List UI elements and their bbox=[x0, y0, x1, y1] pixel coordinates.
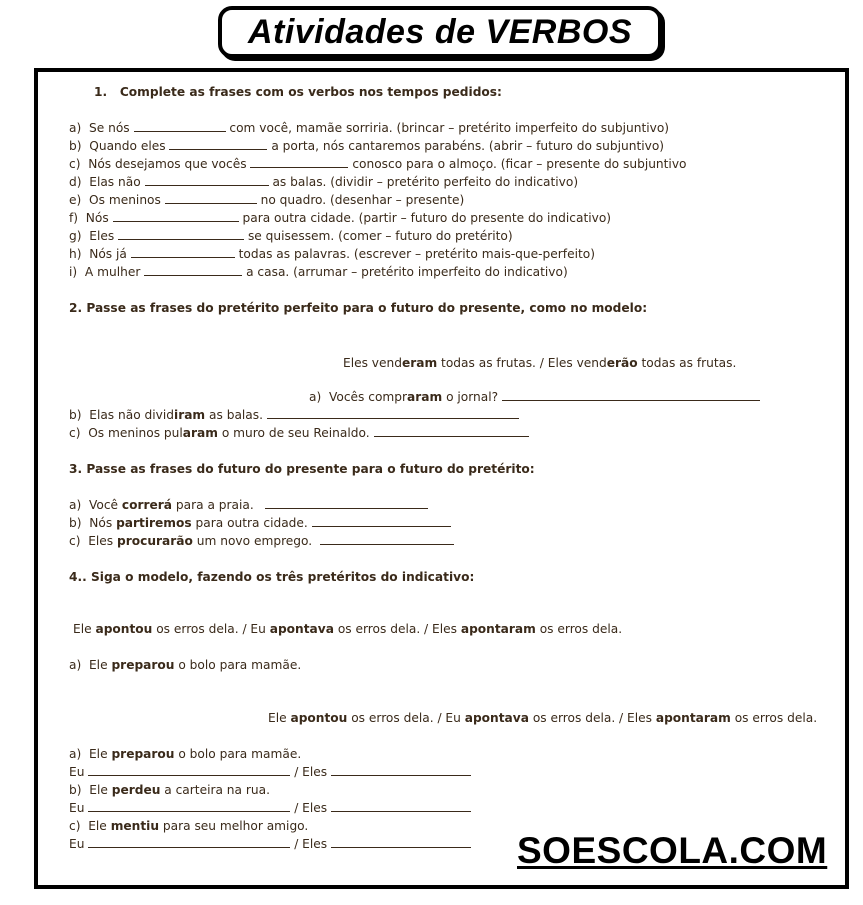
answer-blank[interactable] bbox=[331, 800, 471, 812]
answer-blank[interactable] bbox=[113, 210, 239, 222]
q2-model: Eles venderam todas as frutas. / Eles venderão todas as frutas. bbox=[343, 356, 737, 370]
answer-blank[interactable] bbox=[331, 836, 471, 848]
answer-blank[interactable] bbox=[265, 497, 428, 509]
q4-item-c: c) Ele mentiu para seu melhor amigo. bbox=[69, 819, 309, 833]
q1-item-c: c) Nós desejamos que vocês conosco para o almoço. (ficar – presente do subjuntivo bbox=[69, 157, 687, 171]
answer-blank[interactable] bbox=[88, 764, 290, 776]
q4-item-a: a) Ele preparou o bolo para mamãe. bbox=[69, 747, 302, 761]
q4-answer-b: Eu / Eles bbox=[69, 800, 471, 816]
answer-blank[interactable] bbox=[144, 264, 242, 276]
q2-heading: 2. Passe as frases do pretérito perfeito para o futuro do presente, como no modelo: bbox=[69, 301, 648, 315]
page-title: Atividades de VERBOS bbox=[247, 12, 633, 51]
q1-item-a: a) Se nós com você, mamãe sorriria. (brincar – pretérito imperfeito do subjuntivo) bbox=[69, 121, 670, 135]
q1-item-h: h) Nós já todas as palavras. (escrever – pretérito mais-que-perfeito) bbox=[69, 247, 595, 261]
q3-item-a: a) Você correrá para a praia. bbox=[69, 497, 428, 513]
answer-blank[interactable] bbox=[502, 389, 760, 401]
q4-heading: 4.. Siga o modelo, fazendo os três pretéritos do indicativo: bbox=[69, 570, 475, 584]
q3-heading: 3. Passe as frases do futuro do presente para o futuro do pretérito: bbox=[69, 462, 535, 476]
answer-blank[interactable] bbox=[374, 425, 529, 437]
q1-item-f: f) Nós para outra cidade. (partir – futuro do presente do indicativo) bbox=[69, 211, 612, 225]
q2-item-c: c) Os meninos pularam o muro de seu Reinaldo. bbox=[69, 425, 529, 441]
answer-blank[interactable] bbox=[88, 800, 290, 812]
brand-watermark: SOESCOLA.COM bbox=[517, 830, 828, 871]
q4-item-b: b) Ele perdeu a carteira na rua. bbox=[69, 783, 270, 797]
answer-blank[interactable] bbox=[169, 138, 267, 150]
answer-blank[interactable] bbox=[312, 515, 451, 527]
answer-blank[interactable] bbox=[165, 192, 257, 204]
answer-blank[interactable] bbox=[320, 533, 454, 545]
answer-blank[interactable] bbox=[145, 174, 269, 186]
q1-item-b: b) Quando eles a porta, nós cantaremos parabéns. (abrir – futuro do subjuntivo) bbox=[69, 139, 665, 153]
q1-item-g: g) Eles se quisessem. (comer – futuro do pretérito) bbox=[69, 229, 513, 243]
q1-heading: 1. Complete as frases com os verbos nos tempos pedidos: bbox=[94, 85, 502, 99]
answer-blank[interactable] bbox=[88, 836, 290, 848]
q4-first-item: a) Ele preparou o bolo para mamãe. bbox=[69, 658, 302, 672]
q1-item-e: e) Os meninos no quadro. (desenhar – presente) bbox=[69, 193, 465, 207]
title-banner bbox=[218, 6, 662, 58]
q3-item-c: c) Eles procurarão um novo emprego. bbox=[69, 533, 454, 549]
q4-answer-c: Eu / Eles bbox=[69, 836, 471, 852]
q1-item-d: d) Elas não as balas. (dividir – pretérito perfeito do indicativo) bbox=[69, 175, 579, 189]
q4-answer-a: Eu / Eles bbox=[69, 764, 471, 780]
q4-model-repeat: Ele apontou os erros dela. / Eu apontava os erros dela. / Eles apontaram os erros dela. bbox=[268, 711, 818, 725]
answer-blank[interactable] bbox=[267, 407, 519, 419]
answer-blank[interactable] bbox=[118, 228, 244, 240]
q1-item-i: i) A mulher a casa. (arrumar – pretérito imperfeito do indicativo) bbox=[69, 265, 568, 279]
answer-blank[interactable] bbox=[250, 156, 348, 168]
q2-item-a: a) Vocês compraram o jornal? bbox=[309, 389, 760, 405]
q3-item-b: b) Nós partiremos para outra cidade. bbox=[69, 515, 451, 531]
answer-blank[interactable] bbox=[131, 246, 235, 258]
answer-blank[interactable] bbox=[331, 764, 471, 776]
q4-model: Ele apontou os erros dela. / Eu apontava os erros dela. / Eles apontaram os erros dela. bbox=[73, 622, 623, 636]
answer-blank[interactable] bbox=[134, 120, 226, 132]
q2-item-b: b) Elas não dividiram as balas. bbox=[69, 407, 519, 423]
